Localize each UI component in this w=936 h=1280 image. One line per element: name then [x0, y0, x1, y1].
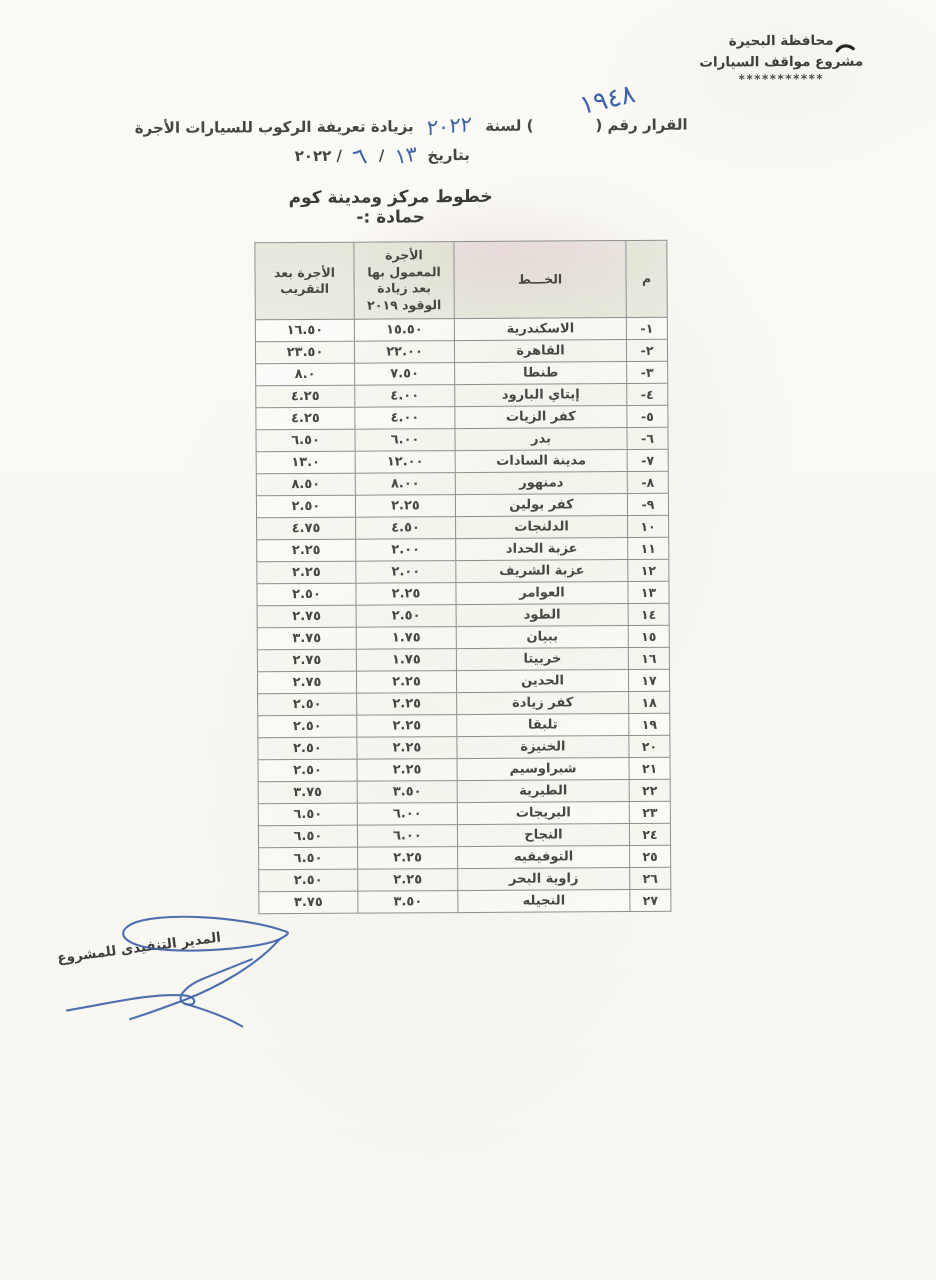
row-number: ١٢ — [628, 559, 669, 581]
row-fare-2019: ٦.٠٠ — [357, 825, 457, 848]
date-slash-1: / — [378, 146, 385, 165]
row-number: ٢٢ — [629, 779, 670, 801]
table-row — [257, 669, 669, 694]
row-line-name: النجاح — [457, 824, 629, 847]
row-fare-rounded: ٢.٥٠ — [256, 495, 355, 518]
table-row — [256, 471, 668, 496]
row-number: ١٩ — [629, 713, 670, 735]
row-fare-2019: ١٥.٥٠ — [354, 319, 454, 342]
row-fare-2019: ٢٢.٠٠ — [354, 341, 454, 364]
row-fare-rounded: ٢.٧٥ — [257, 605, 356, 628]
row-number: ١٦ — [628, 647, 669, 669]
letterhead-divider-stars: *********** — [738, 71, 825, 87]
table-row — [259, 889, 671, 914]
row-fare-2019: ١.٧٥ — [356, 627, 456, 650]
table-row — [258, 801, 670, 826]
row-line-name: البريجات — [457, 802, 629, 825]
decree-paragraph — [134, 79, 688, 172]
row-line-name: الطيرية — [457, 780, 629, 803]
table-row — [255, 317, 667, 342]
row-number: ٢٤ — [629, 823, 670, 845]
row-fare-2019: ٢.٢٥ — [358, 869, 458, 892]
row-fare-2019: ٨.٠٠ — [355, 473, 455, 496]
row-fare-rounded: ١٣.٠ — [256, 451, 355, 474]
table-row — [258, 735, 670, 760]
header-col-fare-2019: الأجرة المعمول بها بعد زيادة الوقود ٢٠١٩ — [354, 242, 454, 320]
date-slash-2: / — [336, 146, 343, 165]
table-row — [257, 581, 669, 606]
row-line-name: الاسكندرية — [454, 318, 626, 341]
row-number: ١١ — [628, 537, 669, 559]
row-fare-2019: ٢.٢٥ — [357, 715, 457, 738]
row-line-name: عزبة الشريف — [456, 560, 628, 583]
row-number: ٢١ — [629, 757, 670, 779]
row-fare-rounded: ٢.٥٠ — [258, 759, 357, 782]
row-line-name: كفر بولين — [455, 494, 627, 517]
row-line-name: الطود — [456, 604, 628, 627]
table-row — [257, 537, 669, 562]
row-number: ١- — [626, 317, 667, 339]
table-row — [258, 779, 670, 804]
row-fare-2019: ٢.٢٥ — [357, 759, 457, 782]
row-fare-rounded: ٢.٧٥ — [257, 649, 356, 672]
row-fare-rounded: ٢.٥٠ — [258, 715, 357, 738]
row-fare-rounded: ٣.٧٥ — [259, 891, 358, 914]
table-row — [257, 625, 669, 650]
row-fare-rounded: ١٦.٥٠ — [255, 319, 354, 342]
row-fare-2019: ٢.٥٠ — [356, 605, 456, 628]
letterhead-governorate: محافظة البحيرة — [728, 32, 834, 50]
row-line-name: طنطا — [455, 362, 627, 385]
row-fare-2019: ١.٧٥ — [356, 649, 456, 672]
row-line-name: كفر الزيات — [455, 406, 627, 429]
row-fare-rounded: ٤.٧٥ — [257, 517, 356, 540]
table-row — [257, 647, 669, 672]
row-fare-rounded: ٦.٥٠ — [258, 803, 357, 826]
row-fare-2019: ٢.٢٥ — [357, 693, 457, 716]
handwritten-day: ١٣ — [392, 141, 419, 170]
row-number: ٦- — [627, 427, 668, 449]
row-line-name: عزبة الحداد — [456, 538, 628, 561]
row-line-name: زاوية البحر — [458, 868, 630, 891]
decree-text-part1: القرار رقم ( — [595, 115, 688, 135]
row-number: ٣- — [627, 361, 668, 383]
row-number: ١٤ — [628, 603, 669, 625]
decree-text-part2: ) لسنة — [485, 116, 534, 135]
row-fare-rounded: ٤.٢٥ — [256, 407, 355, 430]
row-fare-rounded: ٢٣.٥٠ — [255, 341, 354, 364]
section-title: خطوط مركز ومدينة كوم حمادة :- — [288, 186, 493, 228]
row-line-name: التوفيقيه — [458, 846, 630, 869]
header-col-rounded: الأجرة بعد التقريب — [255, 242, 354, 320]
row-line-name: شبراوسيم — [457, 758, 629, 781]
fare-table-body — [255, 317, 671, 914]
row-fare-2019: ٤.٥٠ — [356, 517, 456, 540]
table-row — [256, 493, 668, 518]
row-fare-rounded: ٢.٥٠ — [258, 737, 357, 760]
row-fare-2019: ٦.٠٠ — [357, 803, 457, 826]
table-row — [255, 339, 667, 364]
row-fare-rounded: ٨.٠ — [256, 363, 355, 386]
table-row — [258, 691, 670, 716]
row-number: ٢٦ — [630, 867, 671, 889]
row-number: ٢- — [626, 339, 667, 361]
row-line-name: العوامر — [456, 582, 628, 605]
row-fare-2019: ٢.٢٥ — [356, 583, 456, 606]
row-fare-2019: ٢.٠٠ — [356, 561, 456, 584]
row-number: ٩- — [627, 493, 668, 515]
table-row — [257, 603, 669, 628]
row-number: ٢٧ — [630, 889, 671, 911]
row-fare-rounded: ٤.٢٥ — [256, 385, 355, 408]
row-number: ١٣ — [628, 581, 669, 603]
table-row — [259, 867, 671, 892]
row-number: ٤- — [627, 383, 668, 405]
row-line-name: بدر — [455, 428, 627, 451]
table-row — [256, 427, 668, 452]
row-fare-rounded: ٦.٥٠ — [258, 825, 357, 848]
row-number: ٢٣ — [629, 801, 670, 823]
row-number: ١٨ — [629, 691, 670, 713]
signature-scribble-icon — [34, 913, 315, 1045]
row-number: ١٧ — [628, 669, 669, 691]
row-number: ٥- — [627, 405, 668, 427]
row-fare-2019: ٢.٢٥ — [356, 671, 456, 694]
row-line-name: كفر زيادة — [457, 692, 629, 715]
decree-date-line — [168, 139, 688, 172]
date-label: بتاريخ — [427, 145, 470, 165]
date-year-printed: ٢٠٢٢ — [294, 146, 332, 166]
row-fare-rounded: ٨.٥٠ — [256, 473, 355, 496]
decree-text-part3: بزيادة تعريفة الركوب للسيارات الأجرة — [134, 117, 414, 138]
fare-table — [254, 240, 671, 915]
letterhead — [699, 31, 863, 89]
table-row — [256, 449, 668, 474]
row-fare-rounded: ٦.٥٠ — [259, 847, 358, 870]
table-row — [258, 823, 670, 848]
row-fare-2019: ٣.٥٠ — [357, 781, 457, 804]
handwritten-year: ٢٠٢٢ — [426, 111, 473, 141]
fare-table-container — [254, 240, 670, 915]
table-row — [257, 515, 669, 540]
row-fare-2019: ١٢.٠٠ — [355, 451, 455, 474]
row-fare-rounded: ٣.٧٥ — [257, 627, 356, 650]
row-fare-rounded: ٢.٥٠ — [257, 583, 356, 606]
table-row — [259, 845, 671, 870]
row-fare-rounded: ٣.٧٥ — [258, 781, 357, 804]
row-fare-2019: ٢.٢٥ — [358, 847, 458, 870]
row-line-name: الدلنجات — [456, 516, 628, 539]
row-fare-2019: ٤.٠٠ — [355, 407, 455, 430]
signature-title: المدير التنفيذى للمشروع — [56, 929, 222, 967]
row-fare-2019: ٢.٢٥ — [357, 737, 457, 760]
row-fare-rounded: ٢.٧٥ — [257, 671, 356, 694]
row-fare-rounded: ٢.٢٥ — [257, 561, 356, 584]
letterhead-department: مشروع مواقف السيارات — [699, 53, 864, 71]
row-number: ٢٥ — [630, 845, 671, 867]
row-line-name: دمنهور — [455, 472, 627, 495]
row-fare-2019: ٧.٥٠ — [355, 363, 455, 386]
row-number: ٨- — [627, 471, 668, 493]
row-number: ١٠ — [628, 515, 669, 537]
row-line-name: النجيله — [458, 890, 630, 913]
row-line-name: تلبقا — [457, 714, 629, 737]
handwritten-decree-number: ١٩٤٨ — [576, 79, 639, 122]
ink-mark — [835, 42, 855, 54]
row-fare-rounded: ٦.٥٠ — [256, 429, 355, 452]
row-fare-2019: ٤.٠٠ — [355, 385, 455, 408]
row-fare-2019: ٦.٠٠ — [355, 429, 455, 452]
row-line-name: مدينة السادات — [455, 450, 627, 473]
row-fare-rounded: ٢.٢٥ — [257, 539, 356, 562]
row-line-name: القاهرة — [454, 340, 626, 363]
row-line-name: ببيان — [456, 626, 628, 649]
table-row — [257, 559, 669, 584]
row-line-name: خربيتا — [456, 648, 628, 671]
table-row — [258, 713, 670, 738]
table-row — [256, 383, 668, 408]
row-number: ٧- — [627, 449, 668, 471]
row-line-name: الحدين — [456, 670, 628, 693]
row-fare-rounded: ٢.٥٠ — [259, 869, 358, 892]
row-fare-2019: ٢.٢٥ — [355, 495, 455, 518]
decree-line-1 — [134, 79, 688, 141]
table-row — [258, 757, 670, 782]
row-number: ٢٠ — [629, 735, 670, 757]
table-row — [256, 361, 668, 386]
signature-block — [34, 913, 315, 1045]
row-fare-2019: ٢.٠٠ — [356, 539, 456, 562]
handwritten-month: ٦ — [350, 143, 371, 172]
fare-table-header — [255, 240, 667, 320]
row-line-name: الخنيزة — [457, 736, 629, 759]
row-line-name: إيتاي البارود — [455, 384, 627, 407]
row-number: ١٥ — [628, 625, 669, 647]
row-fare-rounded: ٢.٥٠ — [258, 693, 357, 716]
header-col-num: م — [626, 240, 667, 317]
header-col-line: الخـــط — [454, 241, 626, 319]
table-row — [256, 405, 668, 430]
row-fare-2019: ٣.٥٠ — [358, 891, 458, 914]
